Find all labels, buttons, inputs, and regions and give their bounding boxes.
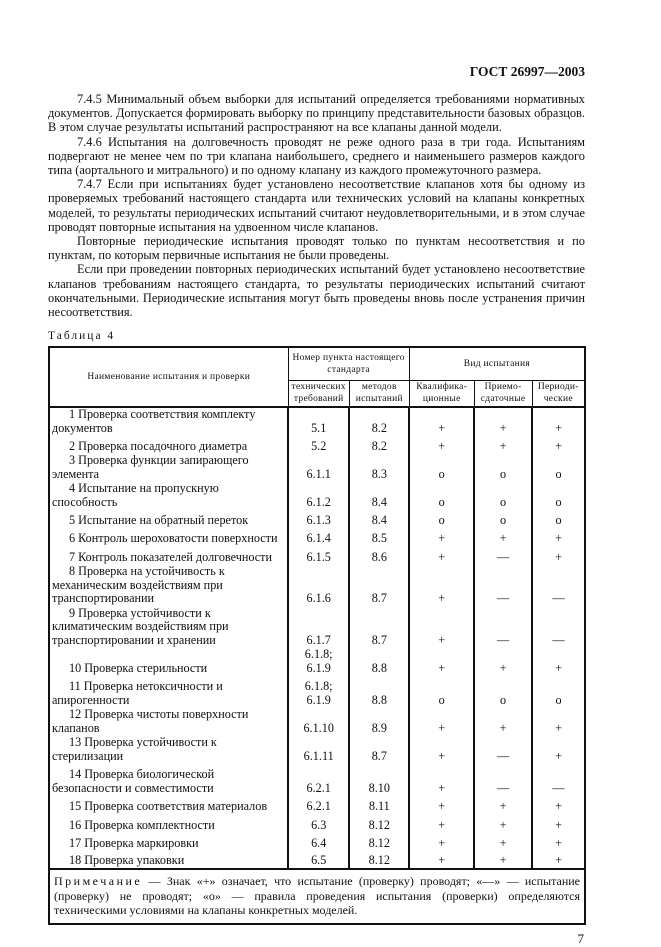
- cell-name: [49, 676, 288, 708]
- test-name: 18 Проверка упаковки: [69, 852, 185, 867]
- cell-accept: +: [474, 528, 532, 546]
- cell-period: +: [532, 528, 585, 546]
- cell-accept: —: [474, 546, 532, 565]
- page-content: [48, 92, 586, 947]
- table-row: [49, 607, 585, 649]
- test-name: 14 Проверка биологической безопасности и совместимости: [52, 767, 215, 795]
- cell-method: 8.10: [349, 764, 409, 796]
- test-name: 10 Проверка стерильности: [69, 660, 208, 675]
- cell-qual: о: [409, 510, 474, 528]
- test-name: 1 Проверка соответствия комплекту документов: [52, 407, 256, 435]
- test-name: 9 Проверка устойчивости к климатическим воздействиям при транспортировании и хранении: [52, 605, 229, 647]
- table-row: [49, 764, 585, 796]
- cell-tech: 6.1.3: [288, 510, 349, 528]
- cell-period: +: [532, 851, 585, 869]
- tests-table: [48, 346, 586, 925]
- table-row: [49, 796, 585, 814]
- table-row: [49, 436, 585, 454]
- test-name: 4 Испытание на пропускную способность: [52, 481, 219, 509]
- cell-accept: +: [474, 708, 532, 736]
- cell-qual: о: [409, 454, 474, 482]
- cell-period: +: [532, 708, 585, 736]
- table-row: [49, 814, 585, 833]
- cell-name: [49, 736, 288, 764]
- cell-period: +: [532, 436, 585, 454]
- cell-method: 8.2: [349, 407, 409, 436]
- cell-qual: о: [409, 482, 474, 510]
- cell-qual: +: [409, 708, 474, 736]
- cell-tech: 6.1.10: [288, 708, 349, 736]
- cell-period: —: [532, 565, 585, 607]
- cell-method: 8.6: [349, 546, 409, 565]
- cell-method: 8.7: [349, 736, 409, 764]
- cell-name: [49, 607, 288, 649]
- cell-period: +: [532, 546, 585, 565]
- cell-period: +: [532, 796, 585, 814]
- header-method: методов испытаний: [349, 380, 409, 407]
- table-row: [49, 528, 585, 546]
- header-accept: Приемо-сдаточные: [474, 380, 532, 407]
- table-row: [49, 482, 585, 510]
- cell-period: о: [532, 510, 585, 528]
- cell-tech: 6.1.5: [288, 546, 349, 565]
- page-number: 7: [577, 930, 584, 946]
- cell-tech: 6.1.2: [288, 482, 349, 510]
- cell-tech: 5.2: [288, 436, 349, 454]
- test-name: 5 Испытание на обратный переток: [69, 512, 249, 527]
- cell-qual: +: [409, 546, 474, 565]
- cell-accept: +: [474, 796, 532, 814]
- cell-period: +: [532, 736, 585, 764]
- cell-qual: +: [409, 565, 474, 607]
- cell-name: [49, 546, 288, 565]
- cell-accept: +: [474, 648, 532, 676]
- cell-name: [49, 814, 288, 833]
- cell-tech: 6.4: [288, 833, 349, 851]
- cell-name: [49, 482, 288, 510]
- paragraph-repeat-tests: Повторные периодические испытания проводят только по пунктам несоответствия и по пунктам, по которым первичные испытания не были проведены.: [48, 234, 585, 263]
- cell-name: [49, 648, 288, 676]
- cell-method: 8.12: [349, 851, 409, 869]
- cell-period: —: [532, 607, 585, 649]
- cell-tech: 6.3: [288, 814, 349, 833]
- table-row: [49, 454, 585, 482]
- cell-method: 8.9: [349, 708, 409, 736]
- table-row: [49, 648, 585, 676]
- cell-accept: о: [474, 482, 532, 510]
- cell-method: 8.8: [349, 676, 409, 708]
- header-name: Наименование испытания и проверки: [49, 347, 288, 407]
- test-name: 15 Проверка соответствия материалов: [69, 798, 268, 813]
- cell-tech: 6.1.6: [288, 565, 349, 607]
- cell-period: +: [532, 814, 585, 833]
- cell-qual: +: [409, 736, 474, 764]
- table-row: [49, 851, 585, 869]
- cell-method: 8.2: [349, 436, 409, 454]
- cell-name: [49, 510, 288, 528]
- cell-qual: +: [409, 607, 474, 649]
- cell-qual: +: [409, 648, 474, 676]
- table-row: [49, 833, 585, 851]
- cell-qual: +: [409, 796, 474, 814]
- cell-accept: —: [474, 764, 532, 796]
- test-name: 16 Проверка комплектности: [69, 817, 215, 832]
- cell-method: 8.12: [349, 814, 409, 833]
- cell-tech: 6.2.1: [288, 764, 349, 796]
- cell-accept: —: [474, 736, 532, 764]
- cell-accept: +: [474, 407, 532, 436]
- cell-period: о: [532, 482, 585, 510]
- cell-tech: 6.1.8; 6.1.9: [288, 676, 349, 708]
- cell-tech: 5.1: [288, 407, 349, 436]
- cell-period: +: [532, 833, 585, 851]
- cell-qual: +: [409, 833, 474, 851]
- cell-accept: +: [474, 814, 532, 833]
- cell-method: 8.4: [349, 482, 409, 510]
- cell-method: 8.8: [349, 648, 409, 676]
- cell-period: о: [532, 454, 585, 482]
- header-qual: Квалифика-ционные: [409, 380, 474, 407]
- cell-name: [49, 436, 288, 454]
- paragraph-7-4-5: 7.4.5 Минимальный объем выборки для испытаний определяется требованиями нормативных документов. Допускается формировать выборку по принципу представительности базовых образцов. В этом случае результаты испытаний распространяют на все клапаны данной модели.: [48, 92, 585, 135]
- cell-accept: о: [474, 676, 532, 708]
- cell-method: 8.7: [349, 565, 409, 607]
- test-name: 7 Контроль показателей долговечности: [69, 549, 273, 564]
- body-text: [48, 92, 585, 319]
- header-type-group: Вид испытания: [409, 347, 585, 380]
- cell-accept: о: [474, 454, 532, 482]
- table-row: [49, 546, 585, 565]
- table-caption: Таблица 4: [48, 330, 116, 343]
- cell-accept: —: [474, 565, 532, 607]
- cell-period: —: [532, 764, 585, 796]
- cell-tech: 6.5: [288, 851, 349, 869]
- test-name: 13 Проверка устойчивости к стерилизации: [52, 735, 217, 763]
- table-row: [49, 510, 585, 528]
- paragraph-7-4-7: 7.4.7 Если при испытаниях будет установлено несоответствие клапанов хотя бы одному из проверяемых требований настоящего стандарта или технических условий на клапаны конкретных моделей, то результаты периодических испытаний считают неудовлетворительными, и в этом случае проводят повторные испытания на удвоенном числе клапанов.: [48, 177, 585, 234]
- cell-tech: 6.2.1: [288, 796, 349, 814]
- cell-qual: +: [409, 436, 474, 454]
- table-row: [49, 736, 585, 764]
- cell-tech: 6.1.7: [288, 607, 349, 649]
- cell-method: 8.4: [349, 510, 409, 528]
- header-period: Периоди-ческие: [532, 380, 585, 407]
- cell-qual: +: [409, 528, 474, 546]
- test-name: 11 Проверка нетоксичности и апирогенности: [52, 679, 223, 707]
- paragraph-final-results: Если при проведении повторных периодических испытаний будет установлено несоответствие клапанов требованиям настоящего стандарта, то результаты периодических испытаний считают окончательными. Периодические испытания могут быть проведены вновь после устранения причин несоответствия.: [48, 262, 585, 320]
- cell-period: о: [532, 676, 585, 708]
- cell-name: [49, 708, 288, 736]
- cell-name: [49, 407, 288, 436]
- note-label: Примечание: [54, 874, 143, 889]
- cell-method: 8.11: [349, 796, 409, 814]
- header-tech: технических требований: [288, 380, 349, 407]
- cell-qual: о: [409, 676, 474, 708]
- cell-accept: о: [474, 510, 532, 528]
- cell-name: [49, 764, 288, 796]
- test-name: 2 Проверка посадочного диаметра: [69, 438, 248, 453]
- test-name: 12 Проверка чистоты поверхности клапанов: [52, 707, 249, 735]
- cell-qual: +: [409, 814, 474, 833]
- cell-tech: 6.1.4: [288, 528, 349, 546]
- cell-method: 8.5: [349, 528, 409, 546]
- cell-qual: +: [409, 851, 474, 869]
- table-note: [49, 869, 585, 924]
- cell-accept: +: [474, 833, 532, 851]
- cell-accept: +: [474, 436, 532, 454]
- cell-name: [49, 851, 288, 869]
- cell-method: 8.12: [349, 833, 409, 851]
- test-name: 17 Проверка маркировки: [69, 835, 199, 850]
- cell-period: +: [532, 407, 585, 436]
- cell-tech: 6.1.8; 6.1.9: [288, 648, 349, 676]
- cell-period: +: [532, 648, 585, 676]
- document-standard-header: ГОСТ 26997—2003: [469, 64, 585, 79]
- cell-accept: +: [474, 851, 532, 869]
- cell-name: [49, 796, 288, 814]
- cell-tech: 6.1.11: [288, 736, 349, 764]
- table-row: [49, 676, 585, 708]
- cell-method: 8.7: [349, 607, 409, 649]
- cell-name: [49, 565, 288, 607]
- cell-accept: —: [474, 607, 532, 649]
- cell-qual: +: [409, 407, 474, 436]
- cell-qual: +: [409, 764, 474, 796]
- test-name: 8 Проверка на устойчивость к механическим воздействиям при транспортировании: [52, 564, 225, 606]
- cell-method: 8.3: [349, 454, 409, 482]
- test-name: 3 Проверка функции запирающего элемента: [52, 453, 249, 481]
- test-name: 6 Контроль шероховатости поверхности: [69, 530, 278, 545]
- paragraph-7-4-6: 7.4.6 Испытания на долговечность проводят не реже одного раза в три года. Испытаниям подвергают не менее чем по три клапана наибольшего, среднего и наименьшего размеров каждого типа (аортального и митрального) и по одному клапану из каждого промежуточного размера.: [48, 134, 585, 178]
- table-row: [49, 407, 585, 436]
- table-row: [49, 708, 585, 736]
- cell-name: [49, 454, 288, 482]
- cell-tech: 6.1.1: [288, 454, 349, 482]
- cell-name: [49, 528, 288, 546]
- table-row: [49, 565, 585, 607]
- cell-name: [49, 833, 288, 851]
- header-clause-group: Номер пункта настоящего стандарта: [288, 347, 409, 380]
- note-text: — Знак «+» означает, что испытание (проверку) проводят; «—» — испытание (проверку) не проводят; «о» — правила проведения испытания (проверки) определяются техническими условиями на клапаны конкретных моделей.: [54, 874, 580, 918]
